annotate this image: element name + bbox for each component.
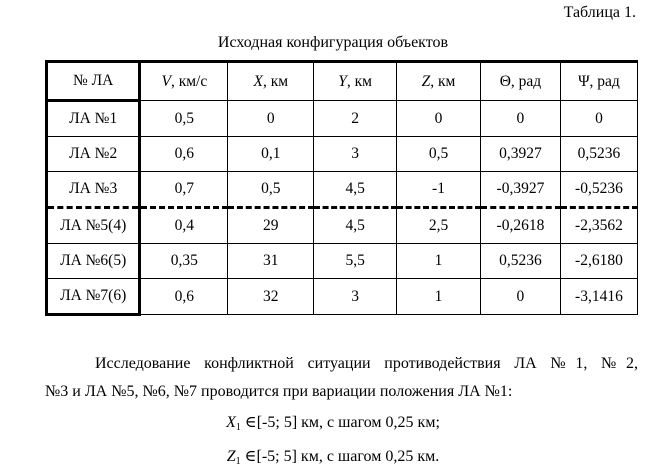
table-cell: 0,4 [140, 208, 228, 244]
table-cell: -1 [397, 172, 481, 208]
table-cell: -2,3562 [560, 208, 637, 244]
column-header-x: X, км [228, 62, 314, 101]
column-header-y: Y, км [314, 62, 397, 101]
table-row [47, 137, 638, 172]
column-header-psi: Ψ, рад [560, 62, 637, 101]
body-paragraph-line-2: №3 и ЛА №5, №6, №7 проводится при вариации положения ЛА №1: [45, 383, 513, 400]
table-cell: ЛА №3 [47, 172, 140, 208]
column-header-velocity: V, км/с [140, 62, 228, 101]
table-cell: 0 [560, 101, 637, 137]
table-cell: ЛА №2 [47, 137, 140, 172]
table-cell: 1 [397, 279, 481, 315]
table-cell: ЛА №1 [47, 101, 140, 137]
table-cell: 0,5 [228, 172, 314, 208]
table-cell: 32 [228, 279, 314, 315]
table-cell: 0 [228, 101, 314, 137]
object-configuration-table [45, 60, 638, 316]
table-cell: -3,1416 [560, 279, 637, 315]
table-cell: 0 [480, 101, 560, 137]
table-cell: 3 [314, 279, 397, 315]
table-cell: 5,5 [314, 244, 397, 279]
table-cell: 0,6 [140, 279, 228, 315]
table-cell: 4,5 [314, 208, 397, 244]
table-row [47, 172, 638, 208]
table-row [47, 101, 638, 137]
table-cell: 0,5236 [560, 137, 637, 172]
table-cell: 29 [228, 208, 314, 244]
table-cell: 3 [314, 137, 397, 172]
table-cell: 0,3927 [480, 137, 560, 172]
table-row [47, 208, 638, 244]
table-cell: -0,3927 [480, 172, 560, 208]
table-caption: Исходная конфигурация объектов [217, 34, 449, 51]
body-paragraph-line-1: Исследование конфликтной ситуации противодействия ЛА №1, №2, [95, 355, 638, 372]
table-cell: 2,5 [397, 208, 481, 244]
formula-z1-range: $Z_1$ ∈[-5; 5] км, с шагом 0,25 км. [226, 448, 440, 467]
table-cell: -2,6180 [560, 244, 637, 279]
table-cell: 0 [397, 101, 481, 137]
table-cell: 1 [397, 244, 481, 279]
table-cell: 0,5 [140, 101, 228, 137]
table-cell: 0,5236 [480, 244, 560, 279]
table-cell: 0,6 [140, 137, 228, 172]
column-header-z: Z, км [397, 62, 481, 101]
table-cell: 4,5 [314, 172, 397, 208]
table-cell: 0,5 [397, 137, 481, 172]
table-number: Таблица 1. [563, 4, 636, 21]
column-header-la-number: № ЛА [47, 62, 140, 101]
table-header-row [47, 62, 638, 101]
table-cell: ЛА №6(5) [47, 244, 140, 279]
table-row [47, 244, 638, 279]
table-row [47, 279, 638, 315]
table-cell: -0,5236 [560, 172, 637, 208]
table-cell: ЛА №7(6) [47, 279, 140, 315]
table-cell: -0,2618 [480, 208, 560, 244]
table-cell: ЛА №5(4) [47, 208, 140, 244]
table-cell: 2 [314, 101, 397, 137]
table-cell: 31 [228, 244, 314, 279]
table-cell: 0,7 [140, 172, 228, 208]
column-header-theta: Θ, рад [480, 62, 560, 101]
table-cell: 0 [480, 279, 560, 315]
formula-x1-range: $X_1$ ∈[-5; 5] км, с шагом 0,25 км; [226, 414, 440, 433]
table-cell: 0,35 [140, 244, 228, 279]
table-cell: 0,1 [228, 137, 314, 172]
